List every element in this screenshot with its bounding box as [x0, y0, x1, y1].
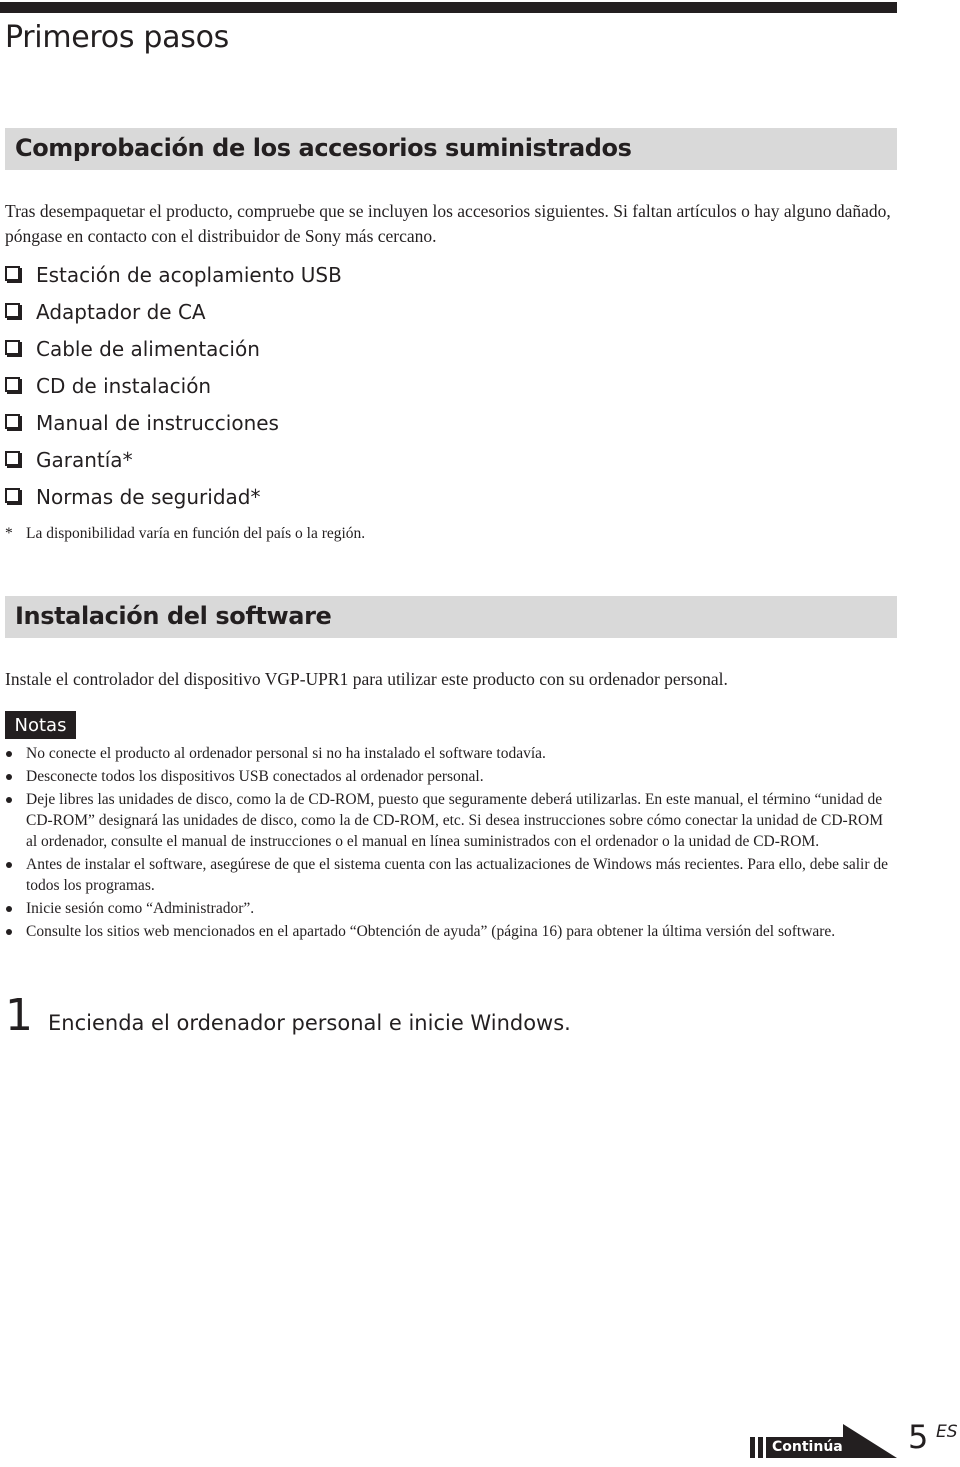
note-item	[5, 789, 895, 852]
footnote-text: La disponibilidad varía en función del país o la región.	[26, 525, 366, 542]
note-item	[5, 898, 895, 919]
page-number: 5	[908, 1418, 929, 1456]
note-text: Desconecte todos los dispositivos USB conectados al ordenador personal.	[26, 768, 484, 785]
checklist-item	[5, 256, 342, 293]
checklist-item	[5, 367, 342, 404]
continue-marker	[748, 1424, 898, 1458]
checkbox-icon	[5, 340, 20, 355]
checkbox-icon	[5, 488, 20, 503]
bullet-icon	[6, 774, 12, 780]
checklist-item-label: Estación de acoplamiento USB	[36, 262, 342, 287]
note-item	[5, 743, 895, 764]
step-text: Encienda el ordenador personal e inicie Windows.	[48, 1011, 571, 1035]
section-heading-install-text: Instalación del software	[15, 602, 332, 630]
footnote-mark: *	[5, 525, 13, 542]
bullet-icon	[6, 797, 12, 803]
bullet-icon	[6, 929, 12, 935]
checkbox-icon	[5, 451, 20, 466]
accessories-checklist	[5, 256, 342, 515]
step-1	[5, 990, 571, 1041]
page-title: Primeros pasos	[5, 20, 229, 55]
bullet-icon	[6, 906, 12, 912]
note-item	[5, 854, 895, 896]
bullet-icon	[6, 751, 12, 757]
checkbox-icon	[5, 303, 20, 318]
checklist-item	[5, 293, 342, 330]
checklist-item-label: Adaptador de CA	[36, 299, 206, 324]
checklist-item-label: Cable de alimentación	[36, 336, 260, 361]
continue-label: Continúa	[772, 1439, 843, 1455]
language-code: ES	[936, 1422, 958, 1442]
note-text: Antes de instalar el software, asegúrese de que el sistema cuenta con las actualizaciones de Windows más recientes. Para ello, debe salir de todos los programas.	[26, 856, 889, 894]
checkbox-icon	[5, 377, 20, 392]
note-text: Deje libres las unidades de disco, como la de CD-ROM, puesto que seguramente deberá utilizarlas. En este manual, el término “unidad de CD-ROM” designará las unidades de disco, como la de CD-ROM, etc. Si desea instrucciones sobre cómo conectar la unidad de CD-ROM al ordenador, consulte el manual de instrucciones o el manual en línea suministrados con el ordenador o la unidad de CD-ROM.	[26, 791, 884, 850]
note-item	[5, 921, 895, 942]
section-heading-accessories-text: Comprobación de los accesorios suministrados	[15, 134, 632, 162]
checklist-item	[5, 478, 342, 515]
footnote	[5, 525, 365, 543]
checklist-item-label: CD de instalación	[36, 373, 212, 398]
bullet-icon	[6, 862, 12, 868]
checklist-item	[5, 441, 342, 478]
checklist-item-label: Manual de instrucciones	[36, 410, 279, 435]
checklist-item-label: Garantía*	[36, 447, 133, 472]
notes-list	[5, 743, 895, 944]
checklist-item-label: Normas de seguridad*	[36, 484, 261, 509]
notes-badge: Notas	[5, 711, 76, 739]
note-text: No conecte el producto al ordenador personal si no ha instalado el software todavía.	[26, 745, 546, 762]
checklist-item	[5, 330, 342, 367]
checklist-item	[5, 404, 342, 441]
step-number: 1	[5, 990, 33, 1041]
top-rule	[0, 2, 897, 13]
section-heading-accessories	[5, 128, 897, 170]
accessories-intro: Tras desempaquetar el producto, compruebe que se incluyen los accesorios siguientes. Si faltan artículos o hay alguno dañado, póngase en contacto con el distribuidor de Sony más cercano.	[5, 201, 891, 246]
note-item	[5, 766, 895, 787]
note-text: Consulte los sitios web mencionados en el apartado “Obtención de ayuda” (página 16) para obtener la última versión del software.	[26, 923, 836, 940]
section-heading-install	[5, 596, 897, 638]
checkbox-icon	[5, 414, 20, 429]
install-intro: Instale el controlador del dispositivo VGP-UPR1 para utilizar este producto con su ordenador personal.	[5, 669, 728, 689]
note-text: Inicie sesión como “Administrador”.	[26, 900, 255, 917]
checkbox-icon	[5, 266, 20, 281]
